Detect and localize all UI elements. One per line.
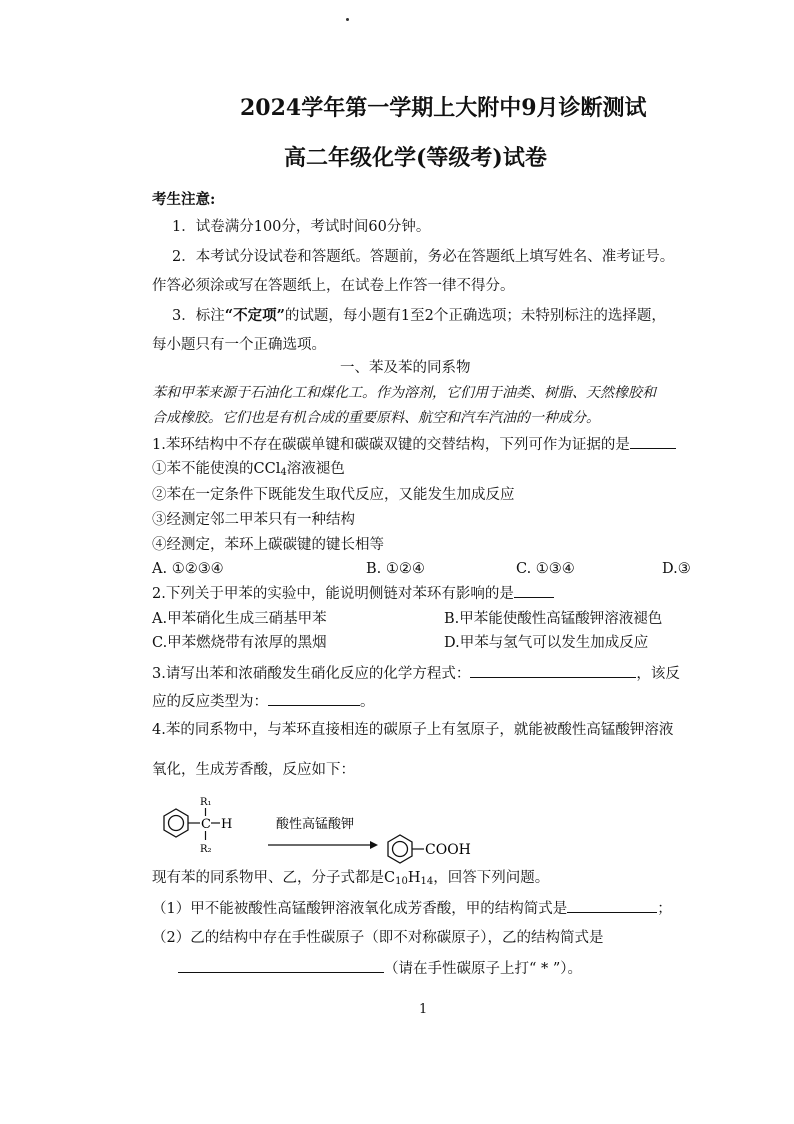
q1-option-d[interactable]: D.③ bbox=[662, 561, 691, 577]
section-intro-line-1: 苯和甲苯来源于石油化工和煤化工。作为溶剂，它们用于油类、树脂、天然橡胶和 bbox=[152, 385, 656, 401]
q4-part-1 bbox=[152, 898, 672, 919]
q3-line-2b: 。 bbox=[360, 694, 375, 710]
notice-heading: 考生注意: bbox=[152, 191, 216, 208]
q3-line-2a: 应的反应类型为： bbox=[152, 694, 268, 710]
q1-stem-text: 1.苯环结构中不存在碳碳单键和碳碳双键的交替结构，下列可作为证据的是 bbox=[152, 437, 630, 453]
notice-item-3-cont: 每小题只有一个正确选项。 bbox=[152, 337, 326, 353]
q4-p1-end: ； bbox=[657, 901, 672, 917]
q4-p1-answer-blank[interactable] bbox=[567, 898, 657, 913]
q1-statement-2: ②苯在一定条件下既能发生取代反应，又能发生加成反应 bbox=[152, 487, 515, 503]
notice-item-3-post: 的试题，每小题有1至2个正确选项；未特别标注的选择题， bbox=[284, 308, 666, 324]
q4-line-3 bbox=[152, 868, 549, 892]
q4-line-2: 氧化，生成芳香酸，反应如下： bbox=[152, 762, 355, 778]
q3-line-1a: 3.请写出苯和浓硝酸发生硝化反应的化学方程式： bbox=[152, 666, 471, 682]
q2-answer-blank[interactable] bbox=[514, 583, 554, 598]
q1-stem bbox=[152, 434, 676, 455]
notice-item-1: 1．试卷满分100分，考试时间60分钟。 bbox=[172, 219, 431, 235]
q4-part-2-answer bbox=[178, 958, 582, 979]
reaction-scheme bbox=[148, 790, 508, 870]
carbon-label: C bbox=[201, 817, 211, 832]
q2-option-b[interactable]: B.甲苯能使酸性高锰酸钾溶液褪色 bbox=[444, 611, 663, 627]
q4-l3-post: ，回答下列问题。 bbox=[433, 870, 550, 886]
q2-option-d[interactable]: D.甲苯与氢气可以发生加成反应 bbox=[444, 635, 649, 651]
hydrogen-label: H bbox=[221, 817, 233, 832]
q3-line-2 bbox=[152, 691, 375, 712]
notice-item-2-cont: 作答必须涂或写在答题纸上，在试卷上作答一律不得分。 bbox=[152, 278, 515, 294]
q4-l3-mid: H bbox=[407, 870, 421, 886]
q1-option-b[interactable]: B. ①②④ bbox=[366, 561, 425, 577]
reaction-arrow-head bbox=[370, 841, 378, 849]
page-number: 1 bbox=[419, 1002, 428, 1017]
notice-item-3-emph: “不定项” bbox=[224, 307, 285, 324]
q4-l3-sub2: 14 bbox=[420, 876, 434, 887]
r2-label: R₂ bbox=[200, 844, 212, 855]
benzene-ring-product bbox=[388, 835, 412, 863]
page-subtitle: 高二年级化学(等级考)试卷 bbox=[284, 145, 547, 171]
q1-statement-3: ③经测定邻二甲苯只有一种结构 bbox=[152, 512, 355, 528]
section-intro-line-2: 合成橡胶。它们也是有机合成的重要原料、航空和汽车汽油的一种成分。 bbox=[152, 410, 600, 426]
q3-equation-blank[interactable] bbox=[470, 663, 636, 678]
q1-s1-pre: ①苯不能使溴的CCl bbox=[152, 461, 281, 477]
q1-statement-4: ④经测定，苯环上碳碳键的键长相等 bbox=[152, 537, 384, 553]
q1-s1-sub: 4 bbox=[280, 467, 287, 478]
q1-option-c[interactable]: C. ①③④ bbox=[516, 561, 575, 577]
cooh-label: COOH bbox=[425, 842, 471, 858]
q1-s1-post: 溶液褪色 bbox=[286, 461, 345, 477]
q4-line-1: 4.苯的同系物中，与苯环直接相连的碳原子上有氢原子，就能被酸性高锰酸钾溶液 bbox=[152, 722, 674, 738]
q4-l3-pre: 现有苯的同系物甲、乙，分子式都是C bbox=[152, 870, 396, 886]
section-heading: 一、苯及苯的同系物 bbox=[340, 360, 471, 376]
q4-l3-sub1: 10 bbox=[395, 876, 408, 887]
r1-label: R₁ bbox=[200, 797, 212, 808]
q1-answer-blank[interactable] bbox=[630, 434, 676, 449]
q4-part-2: （2）乙的结构中存在手性碳原子（即不对称碳原子），乙的结构简式是 bbox=[152, 930, 604, 946]
page-title: 2024学年第一学期上大附中9月诊断测试 bbox=[240, 95, 647, 121]
q4-p2-note: （请在手性碳原子上打“ * ”）。 bbox=[384, 961, 583, 977]
q2-stem-text: 2.下列关于甲苯的实验中，能说明侧链对苯环有影响的是 bbox=[152, 586, 514, 602]
q2-stem bbox=[152, 583, 554, 604]
q3-type-blank[interactable] bbox=[268, 691, 360, 706]
q2-option-c[interactable]: C.甲苯燃烧带有浓厚的黑烟 bbox=[152, 635, 327, 651]
reagent-label: 酸性高锰酸钾 bbox=[276, 817, 355, 832]
q4-p2-answer-blank[interactable] bbox=[178, 958, 384, 973]
notice-item-3-pre: 3．标注 bbox=[172, 308, 225, 324]
scan-speck bbox=[346, 18, 349, 21]
q3-line-1 bbox=[152, 663, 680, 684]
notice-item-2: 2．本考试分设试卷和答题纸。答题前，务必在答题纸上填写姓名、准考证号。 bbox=[172, 249, 675, 265]
q4-p1-text: （1）甲不能被酸性高锰酸钾溶液氧化成芳香酸，甲的结构简式是 bbox=[152, 901, 568, 917]
benzene-ring-reactant bbox=[164, 809, 188, 837]
q1-option-a[interactable]: A. ①②③④ bbox=[152, 561, 224, 577]
q2-option-a[interactable]: A.甲苯硝化生成三硝基甲苯 bbox=[152, 611, 327, 627]
notice-item-3 bbox=[172, 306, 666, 326]
q3-line-1b: ，该反 bbox=[636, 666, 680, 682]
q1-statement-1 bbox=[152, 459, 345, 483]
